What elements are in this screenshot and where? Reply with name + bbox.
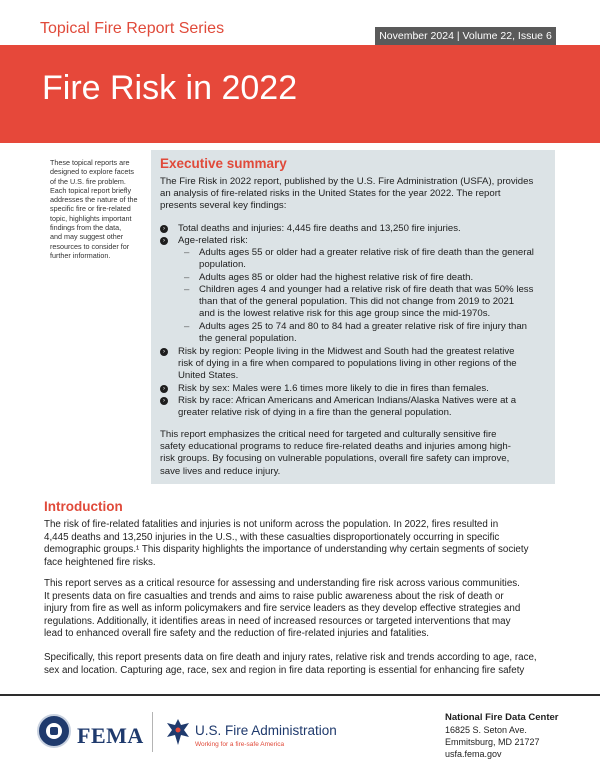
dash-marker: – [184,247,190,258]
text-line: Age-related risk: [178,235,248,246]
introduction-paragraph [44,652,556,677]
text-line: Risk by sex: Males were 1.6 times more likely to die in fires than females. [178,383,489,394]
contact-block [445,712,559,760]
text-line: an analysis of fire-related risks in the United States for the year 2022. The report [160,188,501,200]
text-line: risk groups. By focusing on vulnerable populations, overall fire safety can improve, [160,453,510,465]
sidenote-line: resources to consider for [50,241,130,251]
text-line: The risk of fire-related fatalities and injuries is not uniform across the population. In 2022, fires resulted in [44,519,499,530]
text-line: safety educational programs to reduce fire-related deaths and injuries among high- [160,441,511,453]
usfa-tagline: Working for a fire-safe America [195,741,285,748]
usfa-eagle-icon [165,717,191,747]
text-line: sex and location. Capturing age, race, sex and region in fire data reporting is essential for enhancing fire safety [44,664,525,676]
executive-summary-heading: Executive summary [160,156,287,171]
chevron-right-icon: › [160,385,168,393]
text-line: United States. [178,370,239,382]
sidenote-line: and may suggest other [50,232,124,242]
text-line: Adults ages 55 or older had a greater relative risk of fire death than the general [199,247,534,258]
page-title: Fire Risk in 2022 [42,69,298,107]
logo-divider [152,712,153,752]
text-line: face heightened fire risks. [44,556,156,568]
executive-summary-intro [160,176,550,213]
text-line: than that of the general population. This did not change from 2019 to 2021 [199,296,515,308]
text-line: and is the lowest relative risk for this age group since the mid-1970s. [199,308,491,320]
text-line: greater relative risk of dying in a fire than the general population. [178,407,452,419]
introduction-paragraph [44,578,556,641]
website-link[interactable]: usfa.fema.gov [445,749,502,759]
sidenote-line: specific fire or fire-related [50,204,131,214]
series-title: Topical Fire Report Series [40,20,225,37]
text-line: It presents data on fire casualties and trends and aims to raise public awareness about the risk of death or [44,590,504,602]
text-line: demographic groups.¹ This disparity highlights the importance of understanding why certain segments of society [44,544,529,556]
chevron-right-icon: › [160,397,168,405]
introduction-paragraph [44,519,556,569]
dhs-seal-icon [37,714,71,748]
sidenote [50,158,146,260]
text-line: save lives and reduce injury. [160,465,281,477]
sidenote-line: findings from the data, [50,223,122,233]
text-line: presents several key findings: [160,200,287,212]
sidenote-line: These topical reports are [50,158,130,167]
text-line: 4,445 deaths and 13,250 injuries in the U.S., with these casualties disproportionately occurring in specific [44,531,500,543]
issue-badge: November 2024 | Volume 22, Issue 6 [375,27,556,45]
dash-marker: – [184,284,190,295]
dash-marker: – [184,321,190,332]
text-line: lead to enhanced overall fire safety and the reduction of fire-related injuries and fatalities. [44,628,430,640]
footer-divider [0,694,600,696]
chevron-right-icon: › [160,225,168,233]
sidenote-line: of the U.S. fire problem. [50,176,126,186]
text-line: Specifically, this report presents data on fire death and injury rates, relative risk and trends according to age, race, [44,652,537,663]
fema-wordmark: FEMA [77,723,144,748]
center-name: National Fire Data Center [445,712,559,723]
text-line: Adults ages 25 to 74 and 80 to 84 had a greater relative risk of fire injury than [199,321,527,332]
sidenote-line: topic, highlights important [50,213,132,223]
introduction-heading: Introduction [44,499,123,514]
address-line: 16825 S. Seton Ave. [445,725,527,735]
text-line: The Fire Risk in 2022 report, published by the U.S. Fire Administration (USFA), provides [160,176,534,187]
sidenote-line: addresses the nature of the [50,195,138,205]
text-line: Children ages 4 and younger had a relative risk of fire death that was 50% less [199,284,534,295]
text-line: the general population. [199,333,297,345]
executive-summary-closing [160,429,550,478]
dash-marker: – [184,272,190,283]
sidenote-line: designed to explore facets [50,167,134,177]
usfa-name: U.S. Fire Administration [195,723,337,738]
text-line: This report serves as a critical resource for assessing and understanding fire risk across various communities. [44,578,520,589]
text-line: This report emphasizes the critical need for targeted and culturally sensitive fire [160,429,497,440]
text-line: Adults ages 85 or older had the highest relative risk of fire death. [199,272,474,283]
text-line: risk of dying in a fire when compared to populations living in other regions of the [178,358,517,370]
chevron-right-icon: › [160,348,168,356]
text-line: Risk by region: People living in the Midwest and South had the greatest relative [178,346,515,357]
text-line: regulations. Additionally, it identifies areas in need of increased resources or targeted interventions that may [44,615,511,627]
text-line: Risk by race: African Americans and American Indians/Alaska Natives were at a [178,395,517,406]
sidenote-line: Each topical report briefly [50,185,132,195]
executive-summary-box [151,150,555,484]
chevron-right-icon: › [160,237,168,245]
sidenote-line: further information. [50,250,111,260]
address-line: Emmitsburg, MD 21727 [445,737,540,747]
text-line: Total deaths and injuries: 4,445 fire deaths and 13,250 fire injuries. [178,223,461,234]
text-line: injury from fire as well as inform policymakers and fire service leaders as they develop effective strategies and [44,603,521,615]
text-line: population. [199,259,246,271]
title-banner [0,45,600,143]
